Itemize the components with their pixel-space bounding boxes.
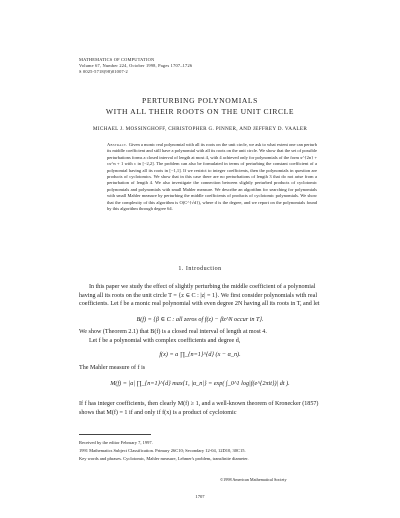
intro-paragraph-1: In this paper we study the effect of slightly perturbing the middle coefficient of a polynomial having all its roots on the unit circle T = {z ∈ C : |z| = 1}. We first consider polynomials with real coefficients. Let f be a monic real polynomial with even degree 2N having all its roots in T, and let <box>79 284 320 307</box>
footnote-keywords: Key words and phrases. Cyclotomic, Mahler measure, Lehmer's problem, transfinite diameter. <box>79 456 249 461</box>
equation-b-of-f: B(f) = {β ∈ C : all zeros of f(z) − βz^N occur in T}. <box>136 316 264 323</box>
paper-authors: MICHAEL J. MOSSINGHOFF, CHRISTOPHER G. PINNER, AND JEFFREY D. VAALER <box>92 126 308 132</box>
journal-name: MATHEMATICS OF COMPUTATION <box>79 57 155 62</box>
equation-mahler-measure: M(f) = |a| ∏_{n=1}^{d} max{1, |α_n|} = exp( ∫_0^1 log|f(e^{2πit})| dt ). <box>110 380 290 387</box>
footnote-rule <box>79 434 151 435</box>
footnote-received: Received by the editor February 7, 1997. <box>79 440 153 445</box>
section-heading: 1. Introduction <box>178 266 222 272</box>
paper-title-line-2: WITH ALL THEIR ROOTS ON THE UNIT CIRCLE <box>105 107 295 116</box>
journal-header <box>79 57 279 76</box>
intro-paragraph-2: We show (Theorem 2.1) that B(f) is a closed real interval of length at most 4. <box>79 329 267 335</box>
abstract-text: Given a monic real polynomial with all its roots on the unit circle, we ask to what extent one can perturb its middle coefficient and still have a polynomial with all its roots on the unit circle. We show that the set of possible perturbations forms a closed interval of length at most 4, with 4 achieved only for polynomials of the form x^{2n} + cx^n + 1 with c in [−2,2]. The problem can also be formulated in terms of perturbing the constant coefficient of a polynomial having all its roots in [−1,1]. If we restrict to integer coefficients, then the polynomials in question are products of cyclotomics. We show that in this case there are no perturbations of length 3 that do not arise from a perturbation of length 4. We also investigate the connection between slightly perturbed products of cyclotomic polynomials and polynomials with small Mahler measure. We describe an algorithm for searching for polynomials with small Mahler measure by perturbing the middle coefficients of products of cyclotomic polynomials. We show that the complexity of this algorithm is O(C^{√d}), where d is the degree, and we report on the polynomials found by this algorithm through degree 64. <box>107 142 317 212</box>
footnote-msc: 1991 Mathematics Subject Classification. Primary 26C10; Secondary 12-04, 12D10, 30C15. <box>79 448 246 453</box>
journal-volume: Volume 67, Number 224, October 1998, Pages 1707–1726 <box>79 63 193 69</box>
journal-issn: S 0025-5718(98)01007-2 <box>79 69 128 75</box>
abstract <box>107 142 317 212</box>
abstract-label: Abstract. <box>107 142 128 147</box>
paper-title-line-1: PERTURBING POLYNOMIALS <box>142 96 258 105</box>
intro-paragraph-4: The Mahler measure of f is <box>79 365 146 371</box>
copyright-text: ©1998 American Mathematical Society <box>220 477 287 482</box>
equation-f-product: f(x) = a ∏_{n=1}^{d} (x − α_n). <box>159 351 241 358</box>
intro-paragraph-5: If f has integer coefficients, then clearly M(f) ≥ 1, and a well-known theorem of Kronecker (1857) shows that M(f) = 1 if and only if f(x) is a product of cyclotomic <box>79 401 319 416</box>
page-number: 1707 <box>195 494 205 499</box>
intro-paragraph-3: Let f be a polynomial with complex coefficients and degree d, <box>89 338 241 344</box>
copyright-notice <box>220 477 350 482</box>
